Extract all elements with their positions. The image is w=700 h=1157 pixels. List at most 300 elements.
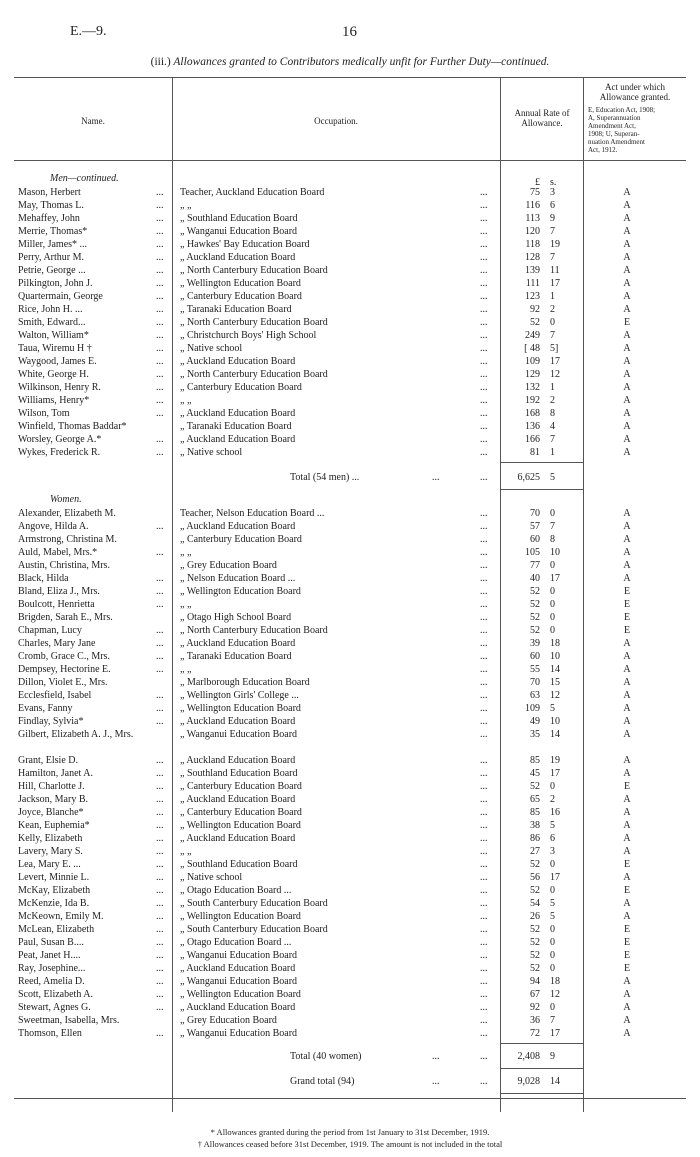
- occupation: „ Grey Education Board: [180, 1015, 277, 1026]
- rate-shillings: 11: [550, 265, 560, 276]
- table-row: [0, 819, 700, 832]
- act-code: A: [623, 1002, 631, 1013]
- leader-dots: ...: [156, 872, 164, 883]
- act-code: E: [623, 950, 631, 961]
- occupation: „ Native school: [180, 447, 243, 458]
- contributor-name: Dempsey, Hectorine E.: [18, 664, 111, 675]
- rate-pounds: 56: [530, 872, 540, 883]
- occupation: „ Wellington Education Board: [180, 820, 301, 831]
- act-code: A: [623, 989, 631, 1000]
- rate-pounds: 86: [530, 833, 540, 844]
- table-row: [0, 329, 700, 342]
- act-code: A: [623, 434, 631, 445]
- rate-shillings: 15: [550, 677, 560, 688]
- rate-pounds: 67: [530, 989, 540, 1000]
- rate-pounds: 249: [525, 330, 540, 341]
- leader-dots: ...: [480, 950, 488, 961]
- leader-dots: ...: [156, 187, 164, 198]
- table-row: [0, 290, 700, 303]
- subtotal-rule: [500, 489, 583, 490]
- rate-shillings: 0: [550, 612, 555, 623]
- rate-pounds: 128: [525, 252, 540, 263]
- contributor-name: Ray, Josephine...: [18, 963, 86, 974]
- rate-pounds: 52: [530, 859, 540, 870]
- rate-pounds: 26: [530, 911, 540, 922]
- table-row: [0, 897, 700, 910]
- table-row: [0, 611, 700, 624]
- rate-pounds: 52: [530, 625, 540, 636]
- table-row: [0, 225, 700, 238]
- rate-shillings: 1: [550, 291, 555, 302]
- leader-dots: ...: [480, 599, 488, 610]
- occupation: „ Christchurch Boys' High School: [180, 330, 317, 341]
- page-number: 16: [342, 24, 357, 40]
- leader-dots: ...: [480, 781, 488, 792]
- act-code: A: [623, 729, 631, 740]
- occupation: „ Auckland Education Board: [180, 252, 296, 263]
- rate-shillings: 8: [550, 408, 555, 419]
- rate-pounds: 136: [525, 421, 540, 432]
- act-code: A: [623, 421, 631, 432]
- table-row: [0, 277, 700, 290]
- occupation: „ South Canterbury Education Board: [180, 924, 328, 935]
- rate-pounds: 72: [530, 1028, 540, 1039]
- rate-pounds: 52: [530, 781, 540, 792]
- occupation: „ Auckland Education Board: [180, 716, 296, 727]
- contributor-name: Boulcott, Henrietta: [18, 599, 95, 610]
- leader-dots: ...: [480, 547, 488, 558]
- leader-dots: ...: [480, 677, 488, 688]
- rate-pounds: 166: [525, 434, 540, 445]
- leader-dots: ...: [480, 200, 488, 211]
- occupation: „ Auckland Education Board: [180, 408, 296, 419]
- contributor-name: Austin, Christina, Mrs.: [18, 560, 110, 571]
- subtotal-rule: [500, 1043, 583, 1044]
- rate-shillings: 12: [550, 369, 560, 380]
- act-code: A: [623, 651, 631, 662]
- leader-dots: ...: [480, 755, 488, 766]
- act-code: A: [623, 638, 631, 649]
- leader-dots: ...: [156, 625, 164, 636]
- table-row: [0, 394, 700, 407]
- contributor-name: Sweetman, Isabella, Mrs.: [18, 1015, 120, 1026]
- act-code: E: [623, 781, 631, 792]
- leader-dots: ...: [156, 794, 164, 805]
- occupation: „ Native school: [180, 343, 243, 354]
- contributor-name: Kelly, Elizabeth: [18, 833, 83, 844]
- rate-shillings: 18: [550, 638, 560, 649]
- rate-shillings: 2: [550, 794, 555, 805]
- leader-dots: ...: [480, 885, 488, 896]
- occupation: „ South Canterbury Education Board: [180, 898, 328, 909]
- occupation: „ Canterbury Education Board: [180, 382, 302, 393]
- table-row: [0, 559, 700, 572]
- leader-dots: ...: [480, 317, 488, 328]
- section-label: Men—continued.: [50, 173, 119, 184]
- table-row: [0, 251, 700, 264]
- contributor-name: McKay, Elizabeth: [18, 885, 91, 896]
- act-code: A: [623, 677, 631, 688]
- rate-pounds: 75: [530, 187, 540, 198]
- act-code: A: [623, 560, 631, 571]
- contributor-name: Auld, Mabel, Mrs.*: [18, 547, 98, 558]
- table-row: [0, 988, 700, 1001]
- leader-dots: ...: [156, 911, 164, 922]
- rate-shillings: 5: [550, 820, 555, 831]
- rate-pounds: 109: [525, 703, 540, 714]
- total-pounds: 9,028: [517, 1076, 540, 1087]
- leader-dots: ...: [480, 560, 488, 571]
- total-label: Grand total (94): [290, 1076, 355, 1087]
- leader-dots: ...: [480, 729, 488, 740]
- rate-shillings: 0: [550, 963, 555, 974]
- contributor-name: Wykes, Frederick R.: [18, 447, 101, 458]
- occupation: „ „: [180, 547, 192, 558]
- pound-unit: £: [535, 177, 540, 188]
- rate-shillings: 12: [550, 690, 560, 701]
- contributor-name: Dillon, Violet E., Mrs.: [18, 677, 108, 688]
- rate-shillings: 5: [550, 911, 555, 922]
- rate-pounds: 192: [525, 395, 540, 406]
- act-code: A: [623, 846, 631, 857]
- act-code: A: [623, 703, 631, 714]
- rate-shillings: 7: [550, 330, 555, 341]
- rate-shillings: 17: [550, 1028, 560, 1039]
- contributor-name: Taua, Wiremu H †: [18, 343, 92, 354]
- shilling-unit: s.: [550, 177, 557, 188]
- act-code: E: [623, 937, 631, 948]
- rate-shillings: 3: [550, 846, 555, 857]
- leader-dots: ...: [156, 768, 164, 779]
- leader-dots: ...: [480, 794, 488, 805]
- leader-dots: ...: [480, 768, 488, 779]
- rate-pounds: 105: [525, 547, 540, 558]
- occupation: „ Canterbury Education Board: [180, 534, 302, 545]
- table-row: [0, 936, 700, 949]
- leader-dots: ...: [156, 638, 164, 649]
- act-code: A: [623, 200, 631, 211]
- leader-dots: ...: [156, 1028, 164, 1039]
- leader-dots: ...: [480, 434, 488, 445]
- rate-pounds: 94: [530, 976, 540, 987]
- act-code: A: [623, 408, 631, 419]
- rate-pounds: 113: [525, 213, 540, 224]
- rate-shillings: 7: [550, 1015, 555, 1026]
- rate-shillings: 0: [550, 508, 555, 519]
- act-code: A: [623, 872, 631, 883]
- table-row: [0, 342, 700, 355]
- rate-pounds: 35: [530, 729, 540, 740]
- subtotal-rule: [500, 1068, 583, 1069]
- leader-dots: ...: [156, 833, 164, 844]
- leader-dots: ...: [156, 304, 164, 315]
- leader-dots: ...: [156, 265, 164, 276]
- act-code: A: [623, 343, 631, 354]
- leader-dots: ...: [480, 573, 488, 584]
- rate-shillings: 0: [550, 781, 555, 792]
- act-code: A: [623, 768, 631, 779]
- leader-dots: ...: [480, 343, 488, 354]
- occupation: „ Auckland Education Board: [180, 794, 296, 805]
- table-row: [0, 689, 700, 702]
- contributor-name: Charles, Mary Jane: [18, 638, 96, 649]
- table-row: [0, 598, 700, 611]
- occupation: „ Native school: [180, 872, 243, 883]
- occupation: „ North Canterbury Education Board: [180, 625, 328, 636]
- rate-pounds: 116: [525, 200, 540, 211]
- leader-dots: ...: [156, 950, 164, 961]
- occupation: „ Wellington Education Board: [180, 989, 301, 1000]
- act-code: A: [623, 820, 631, 831]
- rate-shillings: 7: [550, 226, 555, 237]
- occupation: „ Hawkes' Bay Education Board: [180, 239, 310, 250]
- occupation: „ „: [180, 395, 192, 406]
- occupation: „ Grey Education Board: [180, 560, 277, 571]
- act-code: A: [623, 976, 631, 987]
- occupation: „ Otago Education Board ...: [180, 885, 292, 896]
- table-row: [0, 975, 700, 988]
- rate-shillings: 5: [550, 703, 555, 714]
- rate-pounds: 54: [530, 898, 540, 909]
- rate-pounds: 70: [530, 677, 540, 688]
- act-code: A: [623, 447, 631, 458]
- contributor-name: Thomson, Ellen: [18, 1028, 82, 1039]
- contributor-name: Joyce, Blanche*: [18, 807, 84, 818]
- table-row: [0, 845, 700, 858]
- leader-dots: ...: [432, 1051, 440, 1062]
- leader-dots: ...: [156, 573, 164, 584]
- rate-pounds: 49: [530, 716, 540, 727]
- rate-pounds: 52: [530, 950, 540, 961]
- act-code: A: [623, 265, 631, 276]
- contributor-name: Petrie, George ...: [18, 265, 86, 276]
- table-row: [0, 546, 700, 559]
- rate-pounds: 27: [530, 846, 540, 857]
- occupation: „ „: [180, 599, 192, 610]
- act-code: E: [623, 963, 631, 974]
- rate-shillings: 0: [550, 937, 555, 948]
- leader-dots: ...: [480, 989, 488, 1000]
- subtotal-rule: [500, 462, 583, 463]
- leader-dots: ...: [480, 612, 488, 623]
- rate-shillings: 17: [550, 872, 560, 883]
- table-row: [0, 303, 700, 316]
- leader-dots: ...: [480, 291, 488, 302]
- total-label: Total (40 women): [290, 1051, 362, 1062]
- leader-dots: ...: [480, 1076, 488, 1087]
- leader-dots: ...: [480, 846, 488, 857]
- leader-dots: ...: [480, 872, 488, 883]
- leader-dots: ...: [480, 586, 488, 597]
- rate-shillings: 5: [550, 898, 555, 909]
- rate-pounds: 40: [530, 573, 540, 584]
- occupation: „ Auckland Education Board: [180, 833, 296, 844]
- table-row: [0, 676, 700, 689]
- act-code: A: [623, 716, 631, 727]
- rate-shillings: 6: [550, 200, 555, 211]
- rate-pounds: 129: [525, 369, 540, 380]
- rate-shillings: 16: [550, 807, 560, 818]
- contributor-name: Ecclesfield, Isabel: [18, 690, 92, 701]
- table-row: [0, 407, 700, 420]
- rate-pounds: 92: [530, 304, 540, 315]
- occupation: Teacher, Nelson Education Board ...: [180, 508, 325, 519]
- table-row: [0, 624, 700, 637]
- section-label: Women.: [50, 494, 82, 505]
- leader-dots: ...: [156, 408, 164, 419]
- rate-pounds: 168: [525, 408, 540, 419]
- table-row: [0, 1014, 700, 1027]
- contributor-name: Lavery, Mary S.: [18, 846, 83, 857]
- act-code: A: [623, 521, 631, 532]
- table-row: [0, 923, 700, 936]
- rate-shillings: 0: [550, 924, 555, 935]
- total-label: Total (54 men) ...: [290, 472, 360, 483]
- contributor-name: Bland, Eliza J., Mrs.: [18, 586, 100, 597]
- occupation: „ Auckland Education Board: [180, 638, 296, 649]
- total-pounds: 6,625: [517, 472, 540, 483]
- leader-dots: ...: [480, 472, 488, 483]
- occupation: „ Taranaki Education Board: [180, 651, 292, 662]
- contributor-name: Evans, Fanny: [18, 703, 73, 714]
- rate-pounds: 52: [530, 937, 540, 948]
- leader-dots: ...: [156, 859, 164, 870]
- rate-pounds: 60: [530, 534, 540, 545]
- rate-pounds: 52: [530, 599, 540, 610]
- leader-dots: ...: [156, 846, 164, 857]
- table-row: [0, 728, 700, 741]
- footnote-ceased: † Allowances ceased before 31st December, 1919. The amount is not included in the total: [197, 1139, 503, 1149]
- leader-dots: ...: [156, 213, 164, 224]
- leader-dots: ...: [480, 859, 488, 870]
- rate-pounds: 39: [530, 638, 540, 649]
- leader-dots: ...: [480, 382, 488, 393]
- leader-dots: ...: [480, 703, 488, 714]
- leader-dots: ...: [480, 252, 488, 263]
- occupation: „ Canterbury Education Board: [180, 807, 302, 818]
- occupation: „ North Canterbury Education Board: [180, 317, 328, 328]
- rate-shillings: 18: [550, 976, 560, 987]
- leader-dots: ...: [480, 187, 488, 198]
- act-code: A: [623, 755, 631, 766]
- table-bottom-rule: [14, 1098, 686, 1099]
- rate-shillings: 0: [550, 859, 555, 870]
- leader-dots: ...: [480, 330, 488, 341]
- act-code: A: [623, 690, 631, 701]
- contributor-name: Levert, Minnie L.: [18, 872, 90, 883]
- page-header-ref: E.—9.: [70, 24, 107, 39]
- leader-dots: ...: [480, 716, 488, 727]
- occupation: „ Canterbury Education Board: [180, 781, 302, 792]
- header-bottom-rule: [14, 160, 686, 161]
- occupation: „ Otago High School Board: [180, 612, 292, 623]
- table-row: [0, 316, 700, 329]
- contributor-name: Pilkington, John J.: [18, 278, 93, 289]
- leader-dots: ...: [480, 690, 488, 701]
- act-code: A: [623, 369, 631, 380]
- occupation: „ Wanganui Education Board: [180, 729, 298, 740]
- act-code: A: [623, 239, 631, 250]
- rate-shillings: 17: [550, 573, 560, 584]
- rate-pounds: 132: [525, 382, 540, 393]
- contributor-name: Scott, Elizabeth A.: [18, 989, 93, 1000]
- act-code: A: [623, 330, 631, 341]
- contributor-name: Black, Hilda: [18, 573, 69, 584]
- rate-pounds: 52: [530, 586, 540, 597]
- leader-dots: ...: [480, 911, 488, 922]
- rate-pounds: 52: [530, 963, 540, 974]
- total-shillings: 14: [550, 1076, 560, 1087]
- contributor-name: McLean, Elizabeth: [18, 924, 95, 935]
- rate-pounds: 109: [525, 356, 540, 367]
- leader-dots: ...: [480, 369, 488, 380]
- occupation: „ Canterbury Education Board: [180, 291, 302, 302]
- contributor-name: Brigden, Sarah E., Mrs.: [18, 612, 113, 623]
- contributor-name: Paul, Susan B....: [18, 937, 84, 948]
- rate-shillings: 0: [550, 885, 555, 896]
- table-row: [0, 186, 700, 199]
- leader-dots: ...: [156, 820, 164, 831]
- table-row: [0, 355, 700, 368]
- contributor-name: Chapman, Lucy: [18, 625, 82, 636]
- rate-pounds: 55: [530, 664, 540, 675]
- leader-dots: ...: [480, 395, 488, 406]
- rate-shillings: 10: [550, 716, 560, 727]
- rate-pounds: 38: [530, 820, 540, 831]
- act-code: A: [623, 534, 631, 545]
- rate-pounds: 85: [530, 807, 540, 818]
- leader-dots: ...: [156, 226, 164, 237]
- occupation: „ Nelson Education Board ...: [180, 573, 296, 584]
- leader-dots: ...: [156, 317, 164, 328]
- table-row: [0, 199, 700, 212]
- leader-dots: ...: [156, 976, 164, 987]
- contributor-name: Merrie, Thomas*: [18, 226, 88, 237]
- contributor-name: Cromb, Grace C., Mrs.: [18, 651, 110, 662]
- act-code: E: [623, 924, 631, 935]
- rate-pounds: 57: [530, 521, 540, 532]
- contributor-name: Winfield, Thomas Baddar*: [18, 421, 127, 432]
- rate-shillings: 19: [550, 239, 560, 250]
- rate-shillings: 7: [550, 252, 555, 263]
- contributor-name: Miller, James* ...: [18, 239, 88, 250]
- table-row: [0, 381, 700, 394]
- leader-dots: ...: [480, 447, 488, 458]
- table-row: [0, 962, 700, 975]
- act-code: A: [623, 226, 631, 237]
- contributor-name: Angove, Hilda A.: [18, 521, 89, 532]
- leader-dots: ...: [480, 213, 488, 224]
- rate-pounds: [ 48: [524, 343, 540, 354]
- leader-dots: ...: [156, 807, 164, 818]
- leader-dots: ...: [156, 898, 164, 909]
- occupation: „ Marlborough Education Board: [180, 677, 310, 688]
- leader-dots: ...: [480, 625, 488, 636]
- rate-shillings: 2: [550, 395, 555, 406]
- contributor-name: McKeown, Emily M.: [18, 911, 104, 922]
- contributor-name: Findlay, Sylvia*: [18, 716, 84, 727]
- occupation: „ Auckland Education Board: [180, 755, 296, 766]
- table-row: [0, 212, 700, 225]
- leader-dots: ...: [432, 1076, 440, 1087]
- contributor-name: Kean, Euphemia*: [18, 820, 90, 831]
- contributor-name: McKenzie, Ida B.: [18, 898, 90, 909]
- grand-total-row: [0, 1075, 700, 1088]
- contributor-name: Hill, Charlotte J.: [18, 781, 85, 792]
- total-shillings: 5: [550, 472, 555, 483]
- rate-shillings: 10: [550, 547, 560, 558]
- leader-dots: ...: [156, 547, 164, 558]
